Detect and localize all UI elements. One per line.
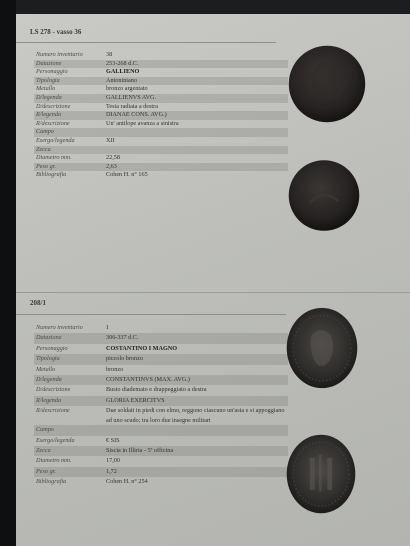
catalog-row — [34, 68, 288, 77]
row-value: Busto diademato e drappeggiato a destra — [106, 386, 207, 394]
row-key: Campo — [34, 128, 104, 137]
catalog-row — [34, 446, 288, 456]
row-value: bronzo argentato — [106, 85, 148, 93]
catalog-row — [34, 425, 288, 435]
section2-rule — [16, 314, 286, 315]
catalog-row — [34, 323, 288, 333]
row-value: 1,72 — [104, 467, 288, 477]
row-key: Diametro mm. — [36, 154, 72, 162]
catalog-row — [34, 137, 288, 146]
row-value: COSTANTINO I MAGNO — [106, 344, 178, 352]
row-key: Campo — [34, 425, 104, 435]
catalog-row — [34, 354, 288, 364]
row-key: D/descrizione — [36, 386, 71, 394]
catalog-row — [34, 467, 288, 477]
row-value: GLORIA EXERCITVS — [104, 396, 288, 406]
catalog-row — [34, 94, 288, 103]
row-value: € SIS — [106, 436, 120, 444]
page-shadow-edge — [0, 0, 16, 546]
coin-reverse-costantino — [286, 434, 356, 514]
row-key: Zecca — [34, 446, 104, 456]
row-key: D/legenda — [34, 94, 104, 103]
row-value: 306-337 d.C. — [104, 333, 288, 343]
row-key: Zecca — [34, 146, 104, 155]
row-key: R/descrizione — [36, 119, 70, 127]
row-value: 2,63 — [104, 163, 288, 172]
catalog-row — [34, 171, 288, 180]
row-value: Antoniniano — [104, 77, 288, 86]
row-key: Peso gr. — [34, 163, 104, 172]
row-key: Tipologia — [34, 354, 104, 364]
row-key: Personaggio — [36, 68, 68, 76]
coin-obverse-costantino — [286, 307, 358, 389]
catalog-row — [34, 333, 288, 343]
section1-table — [34, 51, 288, 180]
row-value: Cohen H. n° 165 — [106, 171, 148, 179]
row-value: XII — [106, 136, 115, 144]
catalog-row — [34, 456, 288, 466]
row-value: DIANAE CONS. AVG.) — [104, 111, 288, 120]
row-key: Datazione — [34, 60, 104, 69]
row-key: R/descrizione — [36, 407, 70, 415]
row-value: 17,00 — [106, 457, 120, 465]
row-key: D/descrizione — [36, 102, 71, 110]
catalog-row — [34, 60, 288, 69]
row-key: Peso gr. — [34, 467, 104, 477]
catalog-row — [34, 365, 288, 375]
catalog-row — [34, 85, 288, 94]
catalog-row — [34, 344, 288, 354]
row-key: Personaggio — [36, 344, 68, 352]
row-value: bronzo — [106, 365, 124, 373]
row-key: Diametro mm. — [36, 457, 72, 465]
row-key: Bibliografia — [36, 478, 67, 486]
row-key: R/legenda — [34, 111, 104, 120]
page-divider — [16, 292, 410, 293]
catalog-row — [34, 128, 288, 137]
row-value — [104, 128, 288, 137]
row-value: 38 — [106, 51, 113, 58]
row-key: Numero inventario — [36, 324, 83, 331]
catalog-page — [16, 14, 410, 546]
row-value: GALLIENVS AVG. — [104, 94, 288, 103]
row-value: 1 — [106, 324, 110, 331]
catalog-row — [34, 375, 288, 385]
row-key: D/legenda — [34, 375, 104, 385]
catalog-row — [34, 77, 288, 86]
row-value: piccolo bronzo — [104, 354, 288, 364]
row-key: Numero inventario — [36, 51, 83, 58]
catalog-row — [34, 385, 288, 395]
row-key: R/legenda — [34, 396, 104, 406]
section1-rule — [16, 42, 276, 43]
row-key: Metallo — [36, 365, 56, 373]
row-value: Cohen H. n° 254 — [106, 478, 148, 486]
catalog-row — [34, 477, 288, 487]
catalog-row — [34, 396, 288, 406]
catalog-row — [34, 51, 288, 60]
section2-title: 208/1 — [30, 299, 46, 307]
row-value: CONSTANTINVS (MAX. AVG.) — [104, 375, 288, 385]
row-value: 253-268 d.C. — [104, 60, 288, 69]
section1-title: LS 278 - vasso 36 — [30, 28, 82, 36]
catalog-row — [34, 406, 288, 425]
row-value — [104, 146, 288, 155]
row-value: Un' antilope avanza a sinistra — [106, 119, 179, 127]
row-value — [104, 425, 288, 435]
row-value: 22,58 — [106, 154, 120, 162]
catalog-row — [34, 120, 288, 129]
row-key: Datazione — [34, 333, 104, 343]
row-key: Metallo — [36, 85, 56, 93]
catalog-row — [34, 111, 288, 120]
row-key: Esergo/legenda — [36, 136, 75, 144]
catalog-row — [34, 436, 288, 446]
row-value: Testa radiata a destra — [106, 102, 158, 110]
row-key: Esergo/legenda — [36, 436, 75, 444]
coin-obverse-gallieno — [288, 44, 366, 124]
section2-table — [34, 323, 288, 488]
row-value: GALLIENO — [106, 68, 140, 76]
catalog-row — [34, 103, 288, 112]
row-value: Due soldati in piedi con elmo, reggono ciascuno un'asta e si appoggiano ad uno scudo; tra loro due insegne militari — [106, 407, 285, 424]
catalog-row — [34, 163, 288, 172]
row-key: Bibliografia — [36, 171, 67, 179]
row-value: Siscia in Illiria - 5ª officina — [104, 446, 288, 456]
coin-reverse-gallieno — [288, 159, 360, 232]
catalog-row — [34, 154, 288, 163]
row-key: Tipologia — [34, 77, 104, 86]
catalog-row — [34, 146, 288, 155]
